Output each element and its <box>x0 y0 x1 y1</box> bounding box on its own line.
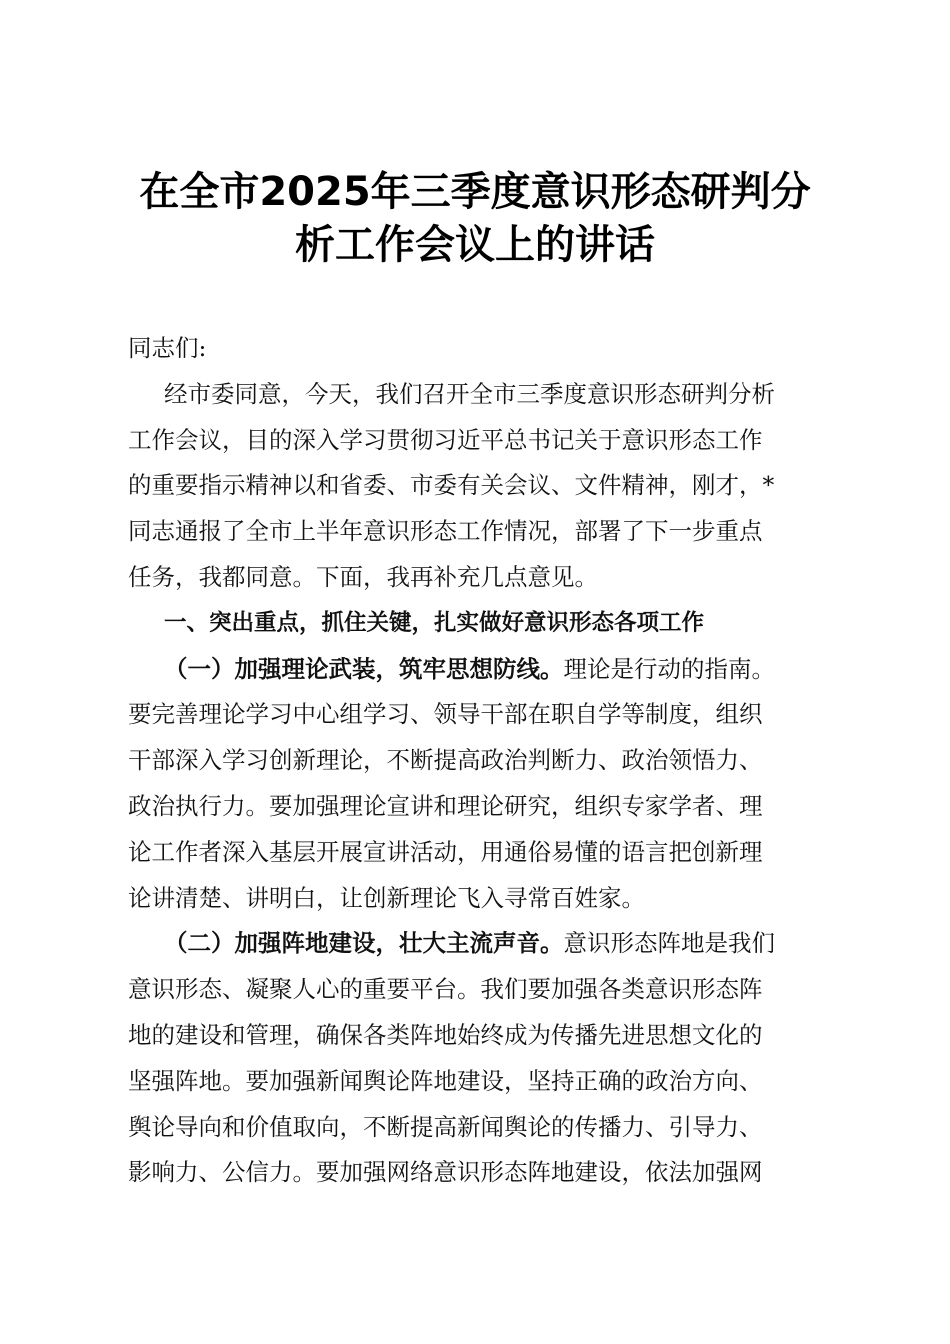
document-title <box>100 166 850 272</box>
intro-line: 工作会议，目的深入学习贯彻习近平总书记关于意识形态工作 <box>128 425 763 454</box>
subsection-1-line: 政治执行力。要加强理论宣讲和理论研究，组织专家学者、理 <box>128 791 763 820</box>
title-line-1: 在全市2025年三季度意识形态研判分 <box>139 169 811 215</box>
intro-line: 经市委同意，今天，我们召开全市三季度意识形态研判分析 <box>164 379 775 408</box>
subsection-2-line: 意识形态、凝聚人心的重要平台。我们要加强各类意识形态阵 <box>128 975 763 1004</box>
subsection-1-first-text: 理论是行动的指南。 <box>563 654 775 683</box>
intro-line: 同志通报了全市上半年意识形态工作情况，部署了下一步重点 <box>128 517 763 546</box>
salutation: 同志们: <box>128 334 207 362</box>
subsection-1-line: 论工作者深入基层开展宣讲活动，用通俗易懂的语言把创新理 <box>128 837 763 866</box>
subsection-2-line: 地的建设和管理，确保各类阵地始终成为传播先进思想文化的 <box>128 1020 763 1049</box>
subsection-1-line: 要完善理论学习中心组学习、领导干部在职自学等制度，组织 <box>128 700 763 729</box>
subsection-1-first-line <box>128 647 828 693</box>
document-body <box>128 326 828 1196</box>
subsection-2-line: 影响力、公信力。要加强网络意识形态阵地建设，依法加强网 <box>128 1158 763 1187</box>
section-heading: 一、突出重点，抓住关键，扎实做好意识形态各项工作 <box>164 609 705 636</box>
subsection-2-first-text: 意识形态阵地是我们 <box>563 929 775 958</box>
subsection-1-line: 论讲清楚、讲明白，让创新理论飞入寻常百姓家。 <box>128 883 645 912</box>
subsection-2-line: 坚强阵地。要加强新闻舆论阵地建设，坚持正确的政治方向、 <box>128 1066 763 1095</box>
subsection-2-line: 舆论导向和价值取向，不断提高新闻舆论的传播力、引导力、 <box>128 1112 763 1141</box>
subsection-1-line: 干部深入学习创新理论，不断提高政治判断力、政治领悟力、 <box>128 746 763 775</box>
subsection-2-first-line <box>128 921 828 967</box>
subsection-2-heading: （二）加强阵地建设，壮大主流声音。 <box>164 929 564 958</box>
title-line-2: 析工作会议上的讲话 <box>295 222 655 268</box>
intro-line: 任务，我都同意。下面，我再补充几点意见。 <box>128 562 598 591</box>
intro-line: 的重要指示精神以和省委、市委有关会议、文件精神，刚才，* <box>128 471 775 500</box>
subsection-1-heading: （一）加强理论武装，筑牢思想防线。 <box>164 654 564 683</box>
